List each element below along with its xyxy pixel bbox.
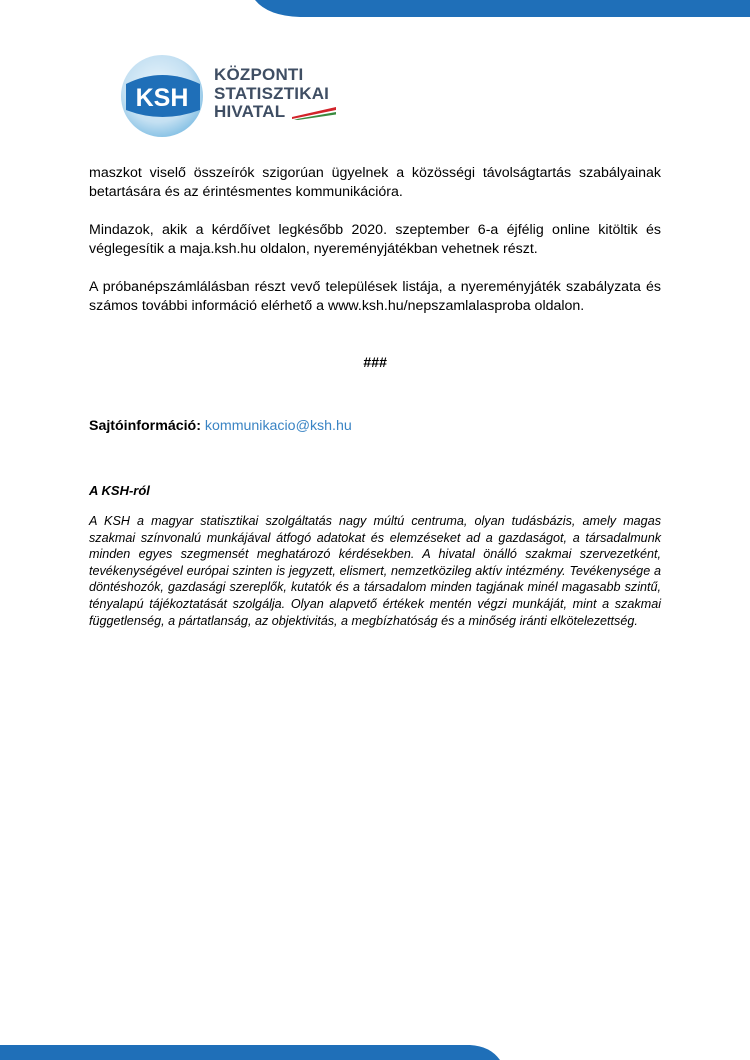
about-title: A KSH-ról <box>89 483 150 498</box>
logo-name <box>214 66 329 122</box>
logo-name-line-3: HIVATAL <box>214 103 329 122</box>
press-info <box>89 417 661 436</box>
separator: ### <box>363 355 387 371</box>
flag-stripe-icon <box>292 106 336 120</box>
footer-band <box>0 1034 750 1060</box>
about-text: A KSH a magyar statisztikai szolgáltatás nagy múltú centruma, olyan tudásbázis, amely magas szakmai színvonalú munkájával átfogó adatokat és elemzéseket ad a gazdaságot, a társadalmunk minden egyes szegmensét meghatározó kérdésekben. A hivatal önálló szakmai szervezetként, tevékenységével európai szinten is jegyzett, elismert, nemzetközileg aktív intézmény. Tevékenysége a döntéshozók, gazdasági szereplők, kutatók és a társadalom minden tagjának minél magasabb szintű, tényalapú tájékoztatását szolgálja. Olyan alapvető értékek mentén végzi munkáját, mint a szakmai függetlenség, a pártatlanság, az objektivitás, a megbízhatóság és a minőség iránti elkötelezettség. <box>89 514 661 628</box>
paragraph-3: A próbanépszámlálásban részt vevő települések listája, a nyereményjáték szabályzata és számos további információ elérhető a www.ksh.hu/nepszamlalasproba oldalon. <box>89 279 661 314</box>
paragraph-2: Mindazok, akik a kérdőívet legkésőbb 2020. szeptember 6-a éjfélig online kitöltik és véglegesítik a maja.ksh.hu oldalon, nyereményjátékban vehetnek részt. <box>89 222 661 257</box>
logo-name-line-1: KÖZPONTI <box>214 65 304 84</box>
ksh-globe-icon <box>118 52 208 142</box>
logo-abbr: KSH <box>135 84 189 112</box>
press-email-link[interactable]: kommunikacio@ksh.hu <box>204 418 352 434</box>
paragraph-1: maszkot viselő összeírók szigorúan ügyelnek a közösségi távolságtartás szabályainak betartására és az érintésmentes kommunikációra. <box>89 165 661 200</box>
ksh-logo <box>118 52 358 142</box>
logo-name-line-2: STATISZTIKAI <box>214 83 330 103</box>
document-body <box>89 164 661 629</box>
press-label: Sajtóinformáció: <box>89 418 201 434</box>
header-band <box>0 0 750 22</box>
